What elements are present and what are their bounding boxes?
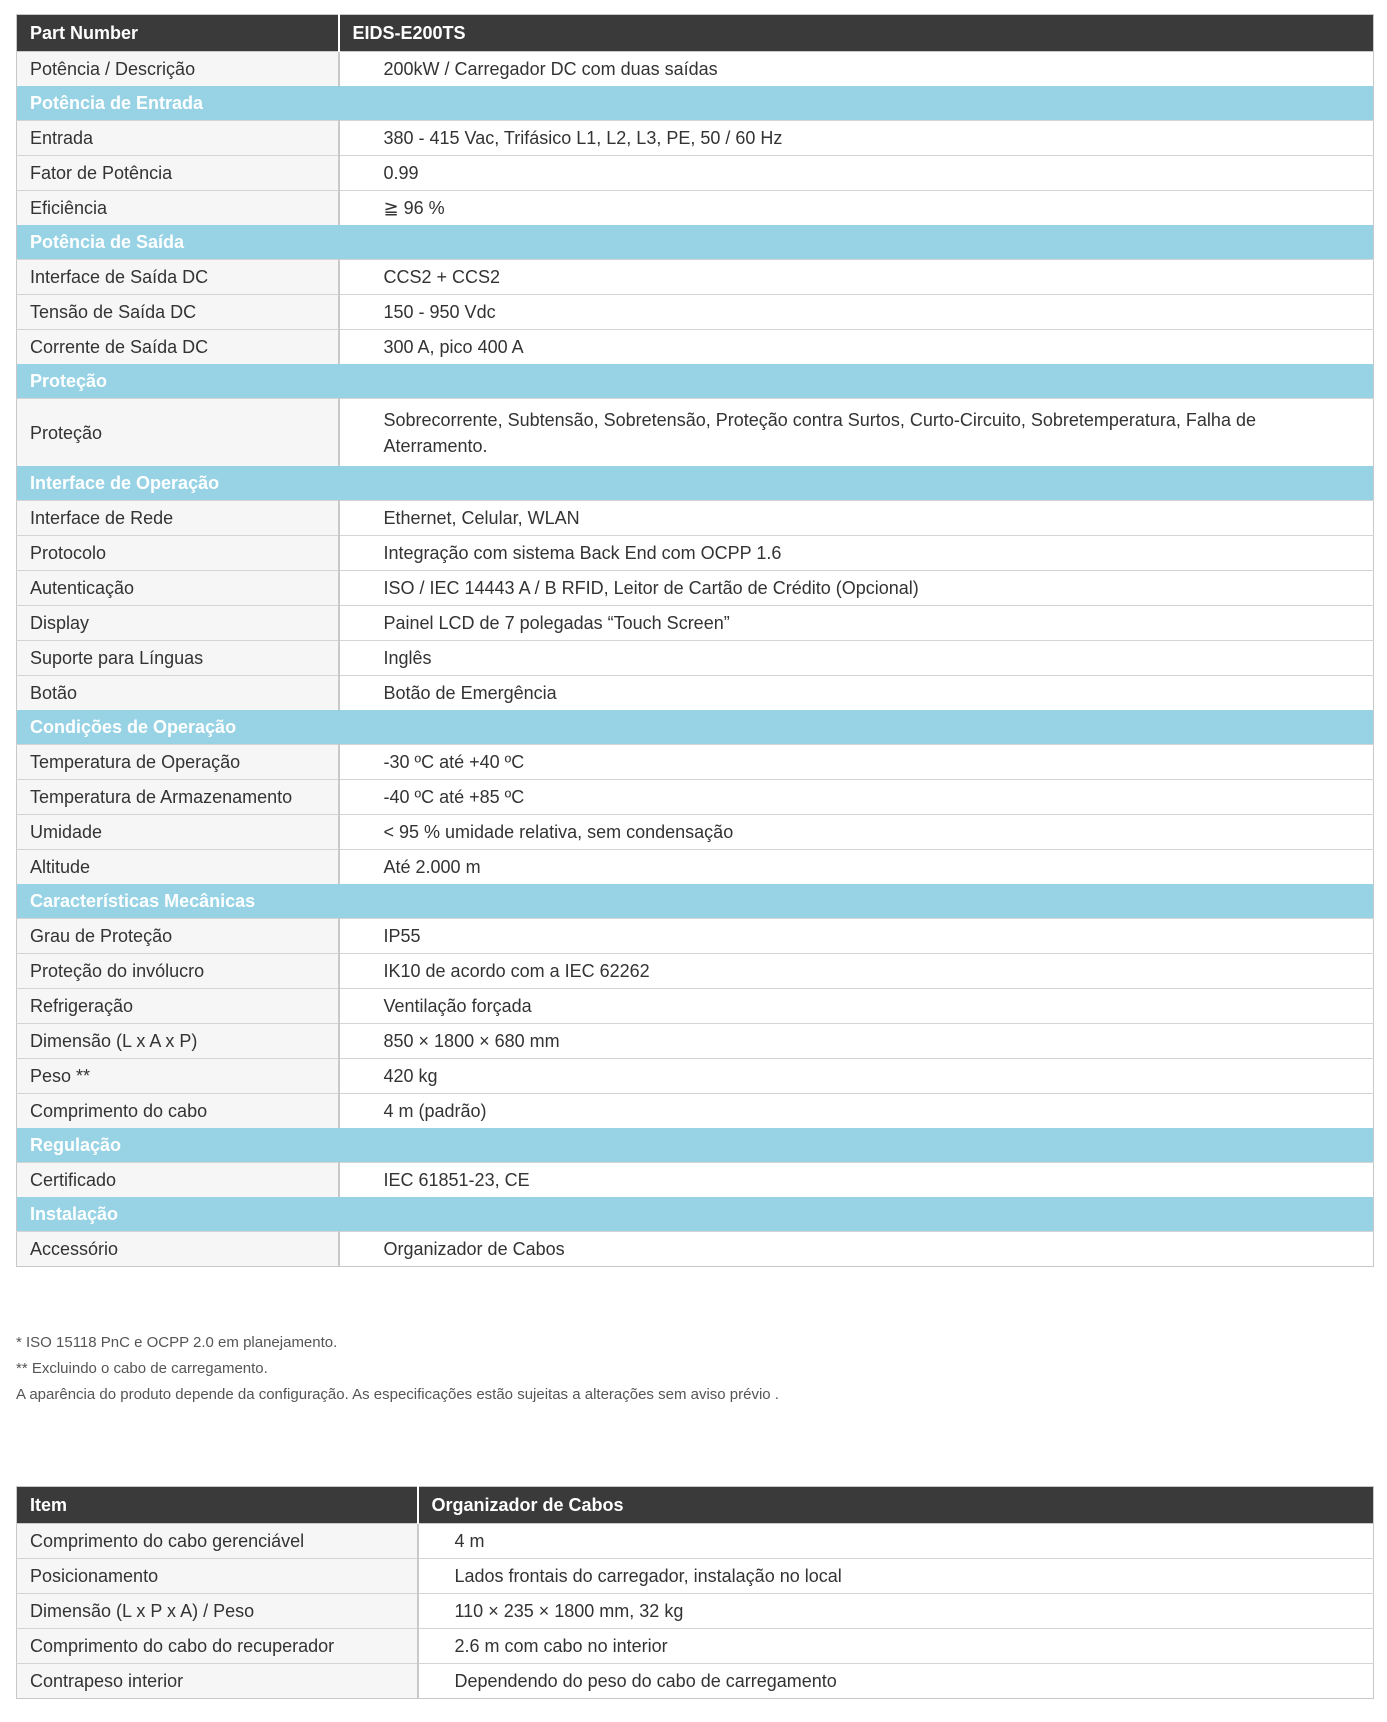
row-label: Suporte para Línguas xyxy=(17,641,339,676)
cable-table-header xyxy=(17,1487,1374,1524)
row-value: 4 m xyxy=(418,1524,1374,1559)
section-title: Condições de Operação xyxy=(17,710,1374,745)
row-label: Certificado xyxy=(17,1163,339,1198)
row-label: Protocolo xyxy=(17,536,339,571)
table-row xyxy=(17,1232,1374,1267)
row-value: 850 × 1800 × 680 mm xyxy=(339,1024,1374,1059)
cable-table-body xyxy=(17,1487,1374,1699)
section-header xyxy=(17,225,1374,260)
table-row xyxy=(17,1594,1374,1629)
row-value: IP55 xyxy=(339,919,1374,954)
row-label: Comprimento do cabo do recuperador xyxy=(17,1629,418,1664)
row-label: Interface de Saída DC xyxy=(17,260,339,295)
table-row xyxy=(17,745,1374,780)
row-value: ≧ 96 % xyxy=(339,191,1374,226)
row-value: -40 ºC até +85 ºC xyxy=(339,780,1374,815)
table-row xyxy=(17,641,1374,676)
row-value: CCS2 + CCS2 xyxy=(339,260,1374,295)
row-label: Botão xyxy=(17,676,339,711)
table-row xyxy=(17,989,1374,1024)
row-value: 110 × 235 × 1800 mm, 32 kg xyxy=(418,1594,1374,1629)
table-row xyxy=(17,954,1374,989)
cable-organizer-table xyxy=(16,1486,1374,1699)
row-value: 420 kg xyxy=(339,1059,1374,1094)
section-header xyxy=(17,1128,1374,1163)
table-row xyxy=(17,330,1374,365)
row-label: Refrigeração xyxy=(17,989,339,1024)
row-value: Inglês xyxy=(339,641,1374,676)
spec-table-body xyxy=(17,15,1374,1267)
section-title: Proteção xyxy=(17,364,1374,399)
table-row xyxy=(17,1629,1374,1664)
row-value: < 95 % umidade relativa, sem condensação xyxy=(339,815,1374,850)
section-header xyxy=(17,884,1374,919)
row-value: ISO / IEC 14443 A / B RFID, Leitor de Cartão de Crédito (Opcional) xyxy=(339,571,1374,606)
row-label: Corrente de Saída DC xyxy=(17,330,339,365)
row-label: Comprimento do cabo xyxy=(17,1094,339,1129)
table-row xyxy=(17,676,1374,711)
row-value: 380 - 415 Vac, Trifásico L1, L2, L3, PE, 50 / 60 Hz xyxy=(339,121,1374,156)
section-title: Interface de Operação xyxy=(17,466,1374,501)
section-header xyxy=(17,86,1374,121)
row-value: 150 - 950 Vdc xyxy=(339,295,1374,330)
row-label: Dimensão (L x A x P) xyxy=(17,1024,339,1059)
section-title: Potência de Saída xyxy=(17,225,1374,260)
table-row xyxy=(17,815,1374,850)
row-label: Display xyxy=(17,606,339,641)
row-label: Comprimento do cabo gerenciável xyxy=(17,1524,418,1559)
row-label: Eficiência xyxy=(17,191,339,226)
row-label: Dimensão (L x P x A) / Peso xyxy=(17,1594,418,1629)
table-row xyxy=(17,1524,1374,1559)
table-row xyxy=(17,1024,1374,1059)
row-label: Potência / Descrição xyxy=(17,52,339,87)
footnotes xyxy=(16,1330,1374,1408)
table-row xyxy=(17,571,1374,606)
footnote-disclaimer: A aparência do produto depende da configuração. As especificações estão sujeitas a alterações sem aviso prévio . xyxy=(16,1386,779,1403)
section-title: Regulação xyxy=(17,1128,1374,1163)
table-row xyxy=(17,1163,1374,1198)
section-title: Potência de Entrada xyxy=(17,86,1374,121)
row-label: Entrada xyxy=(17,121,339,156)
footnote-pnc: * ISO 15118 PnC e OCPP 2.0 em planejamento. xyxy=(16,1334,338,1351)
row-value: 200kW / Carregador DC com duas saídas xyxy=(339,52,1374,87)
row-value: 300 A, pico 400 A xyxy=(339,330,1374,365)
row-label: Proteção xyxy=(17,399,339,467)
row-label: Autenticação xyxy=(17,571,339,606)
table-row xyxy=(17,399,1374,467)
row-label: Peso ** xyxy=(17,1059,339,1094)
row-value: -30 ºC até +40 ºC xyxy=(339,745,1374,780)
section-header xyxy=(17,710,1374,745)
row-value: Organizador de Cabos xyxy=(339,1232,1374,1267)
row-label: Proteção do invólucro xyxy=(17,954,339,989)
table-row xyxy=(17,501,1374,536)
table-row xyxy=(17,1559,1374,1594)
spec-table xyxy=(16,14,1374,1267)
table-row xyxy=(17,606,1374,641)
row-label: Fator de Potência xyxy=(17,156,339,191)
row-label: Tensão de Saída DC xyxy=(17,295,339,330)
spec-table-header xyxy=(17,15,1374,52)
row-value: Ethernet, Celular, WLAN xyxy=(339,501,1374,536)
table-row xyxy=(17,295,1374,330)
row-value: 2.6 m com cabo no interior xyxy=(418,1629,1374,1664)
part-number-value: EIDS-E200TS xyxy=(339,15,1374,52)
row-value: Botão de Emergência xyxy=(339,676,1374,711)
section-title: Instalação xyxy=(17,1197,1374,1232)
row-value: Lados frontais do carregador, instalação no local xyxy=(418,1559,1374,1594)
table-row xyxy=(17,850,1374,885)
row-value: Até 2.000 m xyxy=(339,850,1374,885)
part-number-label: Part Number xyxy=(17,15,339,52)
row-value: Sobrecorrente, Subtensão, Sobretensão, Proteção contra Surtos, Curto-Circuito, Sobretemperatura, Falha de Aterramento. xyxy=(339,399,1374,467)
row-value: IEC 61851-23, CE xyxy=(339,1163,1374,1198)
cable-organizer-header: Organizador de Cabos xyxy=(418,1487,1374,1524)
row-label: Contrapeso interior xyxy=(17,1664,418,1699)
row-label: Interface de Rede xyxy=(17,501,339,536)
table-row xyxy=(17,919,1374,954)
row-value: Integração com sistema Back End com OCPP 1.6 xyxy=(339,536,1374,571)
row-label: Temperatura de Operação xyxy=(17,745,339,780)
row-value: 0.99 xyxy=(339,156,1374,191)
row-value: Painel LCD de 7 polegadas “Touch Screen” xyxy=(339,606,1374,641)
footnote-weight: ** Excluindo o cabo de carregamento. xyxy=(16,1360,268,1377)
table-row xyxy=(17,1664,1374,1699)
row-label: Posicionamento xyxy=(17,1559,418,1594)
item-header: Item xyxy=(17,1487,418,1524)
row-label: Accessório xyxy=(17,1232,339,1267)
table-row xyxy=(17,780,1374,815)
row-value: 4 m (padrão) xyxy=(339,1094,1374,1129)
row-value: Ventilação forçada xyxy=(339,989,1374,1024)
row-label: Grau de Proteção xyxy=(17,919,339,954)
section-header xyxy=(17,1197,1374,1232)
row-label: Altitude xyxy=(17,850,339,885)
row-value: Dependendo do peso do cabo de carregamento xyxy=(418,1664,1374,1699)
row-label: Umidade xyxy=(17,815,339,850)
section-header xyxy=(17,364,1374,399)
table-row xyxy=(17,121,1374,156)
table-row xyxy=(17,156,1374,191)
row-value: IK10 de acordo com a IEC 62262 xyxy=(339,954,1374,989)
table-row xyxy=(17,536,1374,571)
table-row xyxy=(17,1094,1374,1129)
table-row xyxy=(17,260,1374,295)
section-header xyxy=(17,466,1374,501)
table-row xyxy=(17,52,1374,87)
table-row xyxy=(17,191,1374,226)
row-label: Temperatura de Armazenamento xyxy=(17,780,339,815)
section-title: Características Mecânicas xyxy=(17,884,1374,919)
table-row xyxy=(17,1059,1374,1094)
